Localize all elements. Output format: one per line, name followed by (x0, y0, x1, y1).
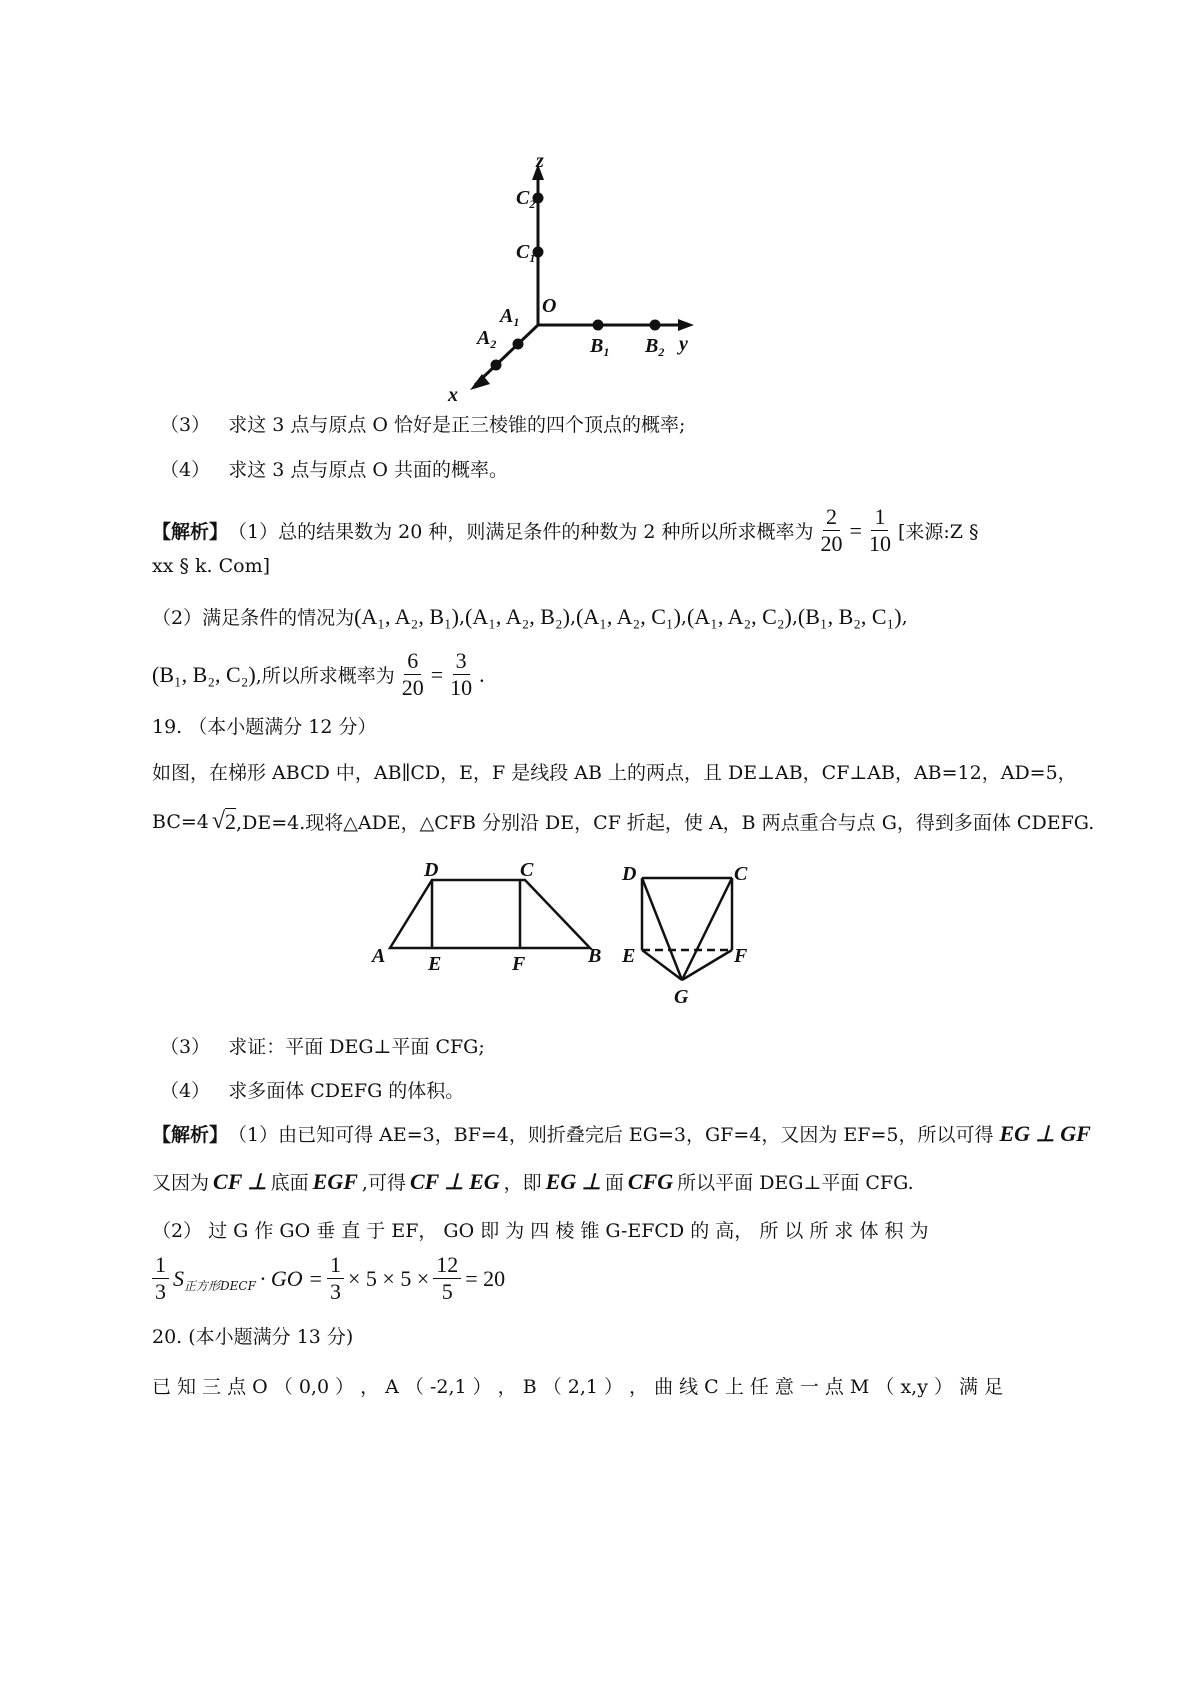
point-A1 (514, 340, 522, 348)
tuple: (A₁, A₂, C₁) (576, 603, 681, 629)
label-C2: $C_2$ (516, 187, 536, 211)
item-number: （4） (160, 1080, 211, 1102)
math-expression: CF ⊥ EG (409, 1168, 500, 1194)
label-C-right: C (734, 863, 748, 885)
label-A: A (372, 945, 386, 967)
fraction: $\frac{1}{3}$ (327, 1252, 344, 1305)
solution-text: ,所以所求概率为 (255, 665, 395, 687)
fraction: $\frac{1}{10}$ (868, 504, 891, 556)
math-expression: × 5 × 5 × (348, 1265, 430, 1291)
solution-tag: 【解析】 (152, 521, 229, 543)
math-expression: EG ⊥ (545, 1168, 601, 1194)
item-number: （3） (160, 414, 211, 436)
math-expression: EGF (312, 1168, 358, 1194)
label-y: y (679, 333, 688, 355)
q18-item3 (160, 410, 685, 437)
solution-text: ，即 (503, 1172, 542, 1194)
tuple: (A₁, A₂, B₁) (354, 603, 459, 629)
q19-item3 (160, 1032, 485, 1059)
fraction: $\frac{12}{5}$ (433, 1252, 461, 1305)
math-expression: · GO = (259, 1265, 324, 1291)
item-text: 求这 3 点与原点 O 恰好是正三棱锥的四个顶点的概率; (228, 414, 686, 436)
label-F: F (512, 953, 526, 975)
q18-item4 (160, 455, 508, 482)
q20-stem: 已 知 三 点 O （ 0,0 ） ， A （ -2,1 ） ， B （ 2,1 ） ， 曲 线 C 上 任 意 一 点 M （ x,y ） 满 足 (152, 1376, 1004, 1398)
trapezoid-figure (360, 858, 820, 1008)
item-text: 求证：平面 DEG⊥平面 CFG; (228, 1036, 485, 1058)
stem-text: BC=4 (152, 810, 209, 833)
point-B1 (594, 321, 602, 329)
label-A1: $A_1$ (500, 305, 520, 329)
solution-text: （1）由已知可得 AE=3，BF=4，则折叠完后 EG=3，GF=4，又因为 EF=5，所以可得 (228, 1124, 994, 1146)
period: . (479, 661, 485, 687)
y-arrow (678, 319, 694, 331)
math-expression: EG ⊥ GF (999, 1120, 1091, 1146)
solution-text: 面 (604, 1172, 624, 1194)
label-B2: $B_2$ (645, 335, 665, 359)
fraction: $\frac{3}{10}$ (450, 648, 473, 700)
fraction: $\frac{1}{3}$ (152, 1252, 169, 1305)
q18-solution-1 (152, 504, 979, 557)
item-text: 求多面体 CDEFG 的体积。 (228, 1080, 465, 1102)
solution-text: （2）满足条件的情况为 (152, 607, 355, 629)
math-expression: = 20 (465, 1265, 506, 1291)
q19-stem-2 (152, 808, 1094, 835)
math-expression: CFG (627, 1168, 674, 1194)
fraction: $\frac{6}{20}$ (401, 648, 424, 700)
q18-solution-2: （2）满足条件的情况为 (A₁, A₂, B₁) , (A₁, A₂, B₂) , (A₁, A₂, C₁) , (A₁, A₂, C₂) , (B₁, B₂, C₁) , (152, 603, 908, 629)
label-z: z (536, 150, 544, 172)
source-note: [来源:Z § (897, 521, 979, 543)
q20-heading: 20. (本小题满分 13 分) (152, 1326, 354, 1348)
item-number: （3） (160, 1036, 211, 1058)
item-number: （4） (160, 459, 211, 481)
label-F-right: F (734, 945, 748, 967)
item-text: 求这 3 点与原点 O 共面的概率。 (228, 459, 509, 481)
label-D-right: D (622, 863, 637, 885)
q19-solution-2 (152, 1168, 914, 1195)
axes-figure (477, 150, 740, 410)
math-expression: CF ⊥ (213, 1168, 267, 1194)
solution-text: （1）总的结果数为 20 种，则满足条件的种数为 2 种所以所求概率为 (228, 521, 814, 543)
label-B: B (588, 945, 602, 967)
solution-text: 所以平面 DEG⊥平面 CFG. (677, 1172, 914, 1194)
equals: = (430, 661, 444, 687)
label-x: x (448, 384, 458, 406)
label-C1: $C_1$ (516, 241, 536, 265)
label-A2: $A_2$ (477, 327, 497, 351)
q18-solution-3 (152, 648, 485, 701)
label-G: G (674, 986, 689, 1008)
sqrt-radicand: 2 (225, 809, 237, 834)
stem-text: ,DE=4.现将△ADE，△CFB 分别沿 DE，CF 折起，使 A，B 两点重合与点 G，得到多面体 CDEFG. (236, 812, 1095, 834)
label-B1: $B_1$ (590, 335, 610, 359)
solution-text: 底面 (270, 1172, 309, 1194)
fraction: $\frac{2}{20}$ (820, 504, 843, 556)
label-E-right: E (622, 945, 636, 967)
q19-item4 (160, 1076, 464, 1103)
label-O: O (542, 295, 557, 317)
solution-text: 又因为 (152, 1172, 210, 1194)
subscript: 正方形DECF (184, 1279, 256, 1293)
point-A2 (492, 361, 500, 369)
tuple: (A₁, A₂, C₂) (686, 603, 792, 629)
tuple: (B₁, B₂, C₁) (797, 603, 902, 629)
label-E: E (428, 953, 442, 975)
x-arrow (470, 374, 490, 390)
q18-source-cont: xx § k. Com] (152, 555, 271, 577)
q19-solution-1 (152, 1120, 1091, 1147)
q19-volume-formula (148, 1252, 505, 1305)
math-symbol: S (173, 1265, 184, 1291)
q19-heading: 19. （本小题满分 12 分） (152, 716, 377, 738)
tuple: (B₁, B₂, C₂) (152, 661, 256, 687)
point-B2 (651, 321, 659, 329)
q19-stem-1: 如图，在梯形 ABCD 中，AB∥CD，E，F 是线段 AB 上的两点，且 DE⊥AB，CF⊥AB，AB=12，AD=5， (152, 762, 1077, 784)
label-C: C (520, 859, 534, 881)
tuple: (A₁, A₂, B₂) (465, 603, 570, 629)
equals: = (849, 517, 862, 543)
sqrt-symbol: √ (211, 808, 226, 834)
q19-solution-3: （2） 过 G 作 GO 垂 直 于 EF， GO 即 为 四 棱 锥 G-EFCD 的 高， 所 以 所 求 体 积 为 (152, 1220, 929, 1242)
trapezoid-ABCD (390, 880, 590, 948)
label-D: D (424, 859, 439, 881)
solution-text: ,可得 (361, 1172, 406, 1194)
solution-tag: 【解析】 (152, 1124, 229, 1146)
